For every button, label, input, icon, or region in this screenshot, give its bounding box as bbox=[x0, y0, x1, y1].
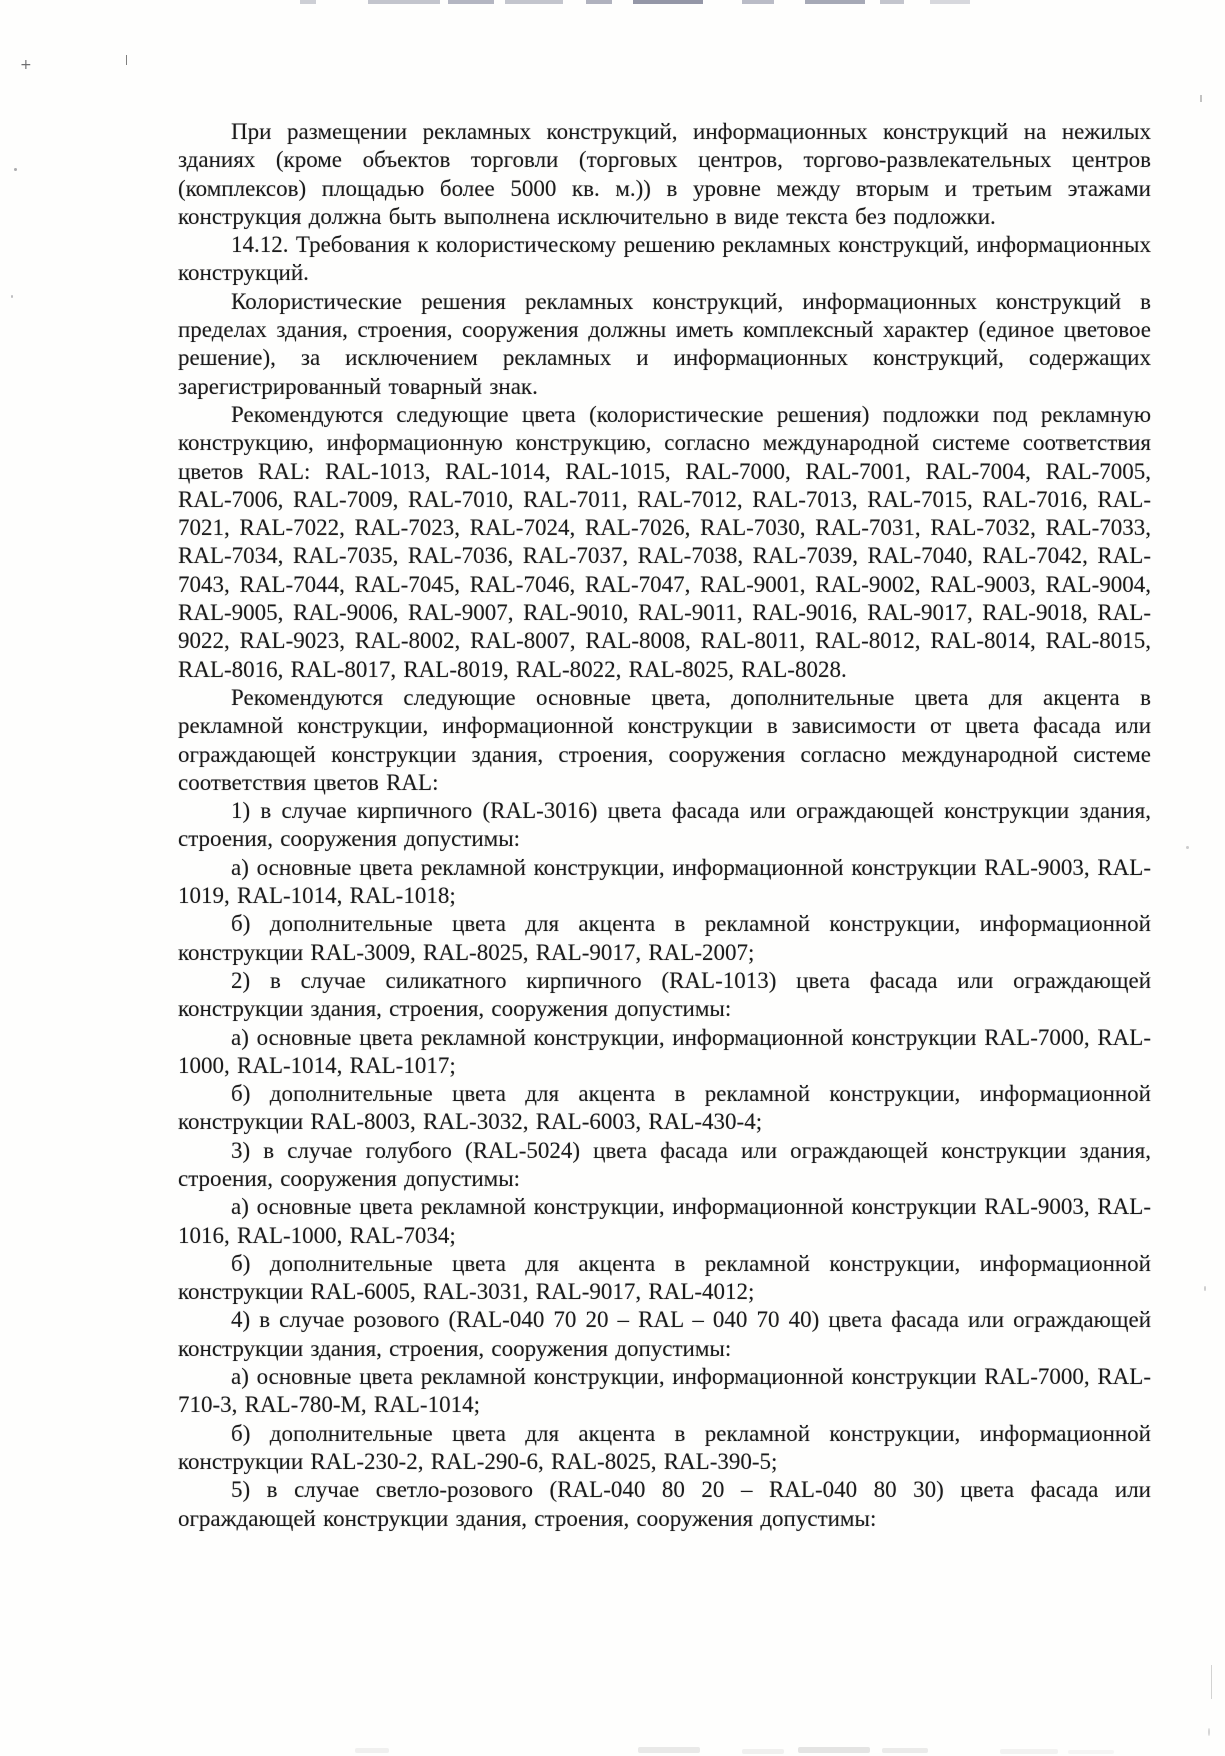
scan-artifact bbox=[805, 0, 865, 4]
scan-artifact bbox=[882, 1748, 928, 1753]
scan-artifact bbox=[300, 0, 316, 4]
item-3a-main-colors: а) основные цвета рекламной конструкции, информационной конструкции RAL-9003, RAL-1016, RAL-1000, RAL-7034; bbox=[178, 1194, 1151, 1248]
document-text-block bbox=[178, 118, 1151, 1533]
para-ral-background-list: Рекомендуются следующие цвета (колористические решения) подложки под рекламную конструкцию, информационную конструкцию, согласно международной системе соответствия цветов RAL: RAL-1013, RAL-1014, RAL-1015, RAL-7000, RAL-7001, RAL-7004, RAL-7005, RAL-7006, RAL-7009, RAL-7010, RAL-7011, RAL-7012, RAL-7013, RAL-7015, RAL-7016, RAL-7021, RAL-7022, RAL-7023, RAL-7024, RAL-7026, RAL-7030, RAL-7031, RAL-7032, RAL-7033, RAL-7034, RAL-7035, RAL-7036, RAL-7037, RAL-7038, RAL-7039, RAL-7040, RAL-7042, RAL-7043, RAL-7044, RAL-7045, RAL-7046, RAL-7047, RAL-9001, RAL-9002, RAL-9003, RAL-9004, RAL-9005, RAL-9006, RAL-9007, RAL-9010, RAL-9011, RAL-9016, RAL-9017, RAL-9018, RAL-9022, RAL-9023, RAL-8002, RAL-8007, RAL-8008, RAL-8011, RAL-8012, RAL-8014, RAL-8015, RAL-8016, RAL-8017, RAL-8019, RAL-8022, RAL-8025, RAL-8028. bbox=[178, 401, 1151, 682]
para-placement-rule: При размещении рекламных конструкций, информационных конструкций на нежилых зданиях (кроме объектов торговли (торговых центров, торгово-развлекательных центров (комплексов) площадью более 5000 кв. м.)) в уровне между вторым и третьим этажами конструкция должна быть выполнена исключительно в виде текста без подложки. bbox=[178, 119, 1151, 229]
item-3-blue-facade: 3) в случае голубого (RAL-5024) цвета фасада или ограждающей конструкции здания, строения, сооружения допустимы: bbox=[178, 1137, 1151, 1191]
heading-section-14-12: 14.12. Требования к колористическому решению рекламных конструкций, информационных конструкций. bbox=[178, 232, 1151, 286]
item-1-brick-facade: 1) в случае кирпичного (RAL-3016) цвета фасада или ограждающей конструкции здания, строения, сооружения допустимы: bbox=[178, 798, 1151, 852]
item-4a-main-colors: а) основные цвета рекламной конструкции, информационной конструкции RAL-7000, RAL-710-3, RAL-780-M, RAL-1014; bbox=[178, 1364, 1151, 1418]
item-4-pink-facade: 4) в случае розового (RAL-040 70 20 – RAL – 040 70 40) цвета фасада или ограждающей конструкции здания, строения, сооружения допустимы: bbox=[178, 1307, 1151, 1361]
scan-artifact bbox=[586, 0, 612, 4]
scan-artifact bbox=[505, 0, 563, 4]
scan-artifact bbox=[1200, 95, 1202, 102]
scan-artifact bbox=[798, 1747, 870, 1753]
item-1b-accent-colors: б) дополнительные цвета для акцента в рекламной конструкции, информационной конструкции RAL-3009, RAL-8025, RAL-9017, RAL-2007; bbox=[178, 911, 1151, 965]
para-main-colors-intro: Рекомендуются следующие основные цвета, дополнительные цвета для акцента в рекламной конструкции, информационной конструкции в зависимости от цвета фасада или ограждающей конструкции здания, строения, сооружения согласно международной системе соответствия цветов RAL: bbox=[178, 684, 1151, 795]
scan-artifact bbox=[368, 0, 440, 4]
item-5-light-pink-facade: 5) в случае светло-розового (RAL-040 80 20 – RAL-040 80 30) цвета фасада или ограждающей конструкции здания, строения, сооружения допустимы: bbox=[178, 1477, 1151, 1531]
scan-artifact bbox=[880, 0, 904, 4]
scan-artifact bbox=[1204, 1286, 1206, 1291]
scan-artifact bbox=[633, 0, 703, 4]
scan-artifact bbox=[1000, 1749, 1058, 1754]
scan-artifact bbox=[1186, 846, 1189, 849]
item-2b-accent-colors: б) дополнительные цвета для акцента в рекламной конструкции, информационной конструкции RAL-8003, RAL-3032, RAL-6003, RAL-430-4; bbox=[178, 1081, 1151, 1135]
scan-artifact bbox=[355, 1748, 389, 1753]
item-3b-accent-colors: б) дополнительные цвета для акцента в рекламной конструкции, информационной конструкции RAL-6005, RAL-3031, RAL-9017, RAL-4012; bbox=[178, 1250, 1151, 1305]
scan-artifact bbox=[742, 0, 774, 4]
scan-artifact bbox=[1208, 1728, 1210, 1736]
scan-artifact bbox=[126, 55, 127, 65]
scan-artifact bbox=[14, 168, 17, 171]
scan-artifact bbox=[1068, 1750, 1114, 1754]
item-4b-accent-colors: б) дополнительные цвета для акцента в рекламной конструкции, информационной конструкции RAL-230-2, RAL-290-6, RAL-8025, RAL-390-5; bbox=[178, 1420, 1151, 1474]
item-2a-main-colors: а) основные цвета рекламной конструкции, информационной конструкции RAL-7000, RAL-1000, RAL-1014, RAL-1017; bbox=[178, 1024, 1151, 1078]
item-2-silicate-brick: 2) в случае силикатного кирпичного (RAL-1013) цвета фасада или ограждающей конструкции здания, строения, сооружения допустимы: bbox=[178, 967, 1151, 1022]
scan-artifact bbox=[11, 295, 13, 298]
scan-artifact bbox=[448, 0, 494, 4]
scan-artifact bbox=[638, 1747, 700, 1753]
scan-artifact bbox=[1211, 1665, 1212, 1699]
scan-artifact bbox=[930, 0, 970, 4]
scan-artifact: + bbox=[20, 57, 32, 73]
para-color-solutions: Колористические решения рекламных конструкций, информационных конструкций в пределах здания, строения, сооружения должны иметь комплексный характер (единое цветовое решение), за исключением рекламных и информационных конструкций, содержащих зарегистрированный товарный знак. bbox=[178, 288, 1151, 399]
item-1a-main-colors: а) основные цвета рекламной конструкции, информационной конструкции RAL-9003, RAL-1019, RAL-1014, RAL-1018; bbox=[178, 854, 1151, 909]
scan-artifact bbox=[742, 1749, 784, 1754]
